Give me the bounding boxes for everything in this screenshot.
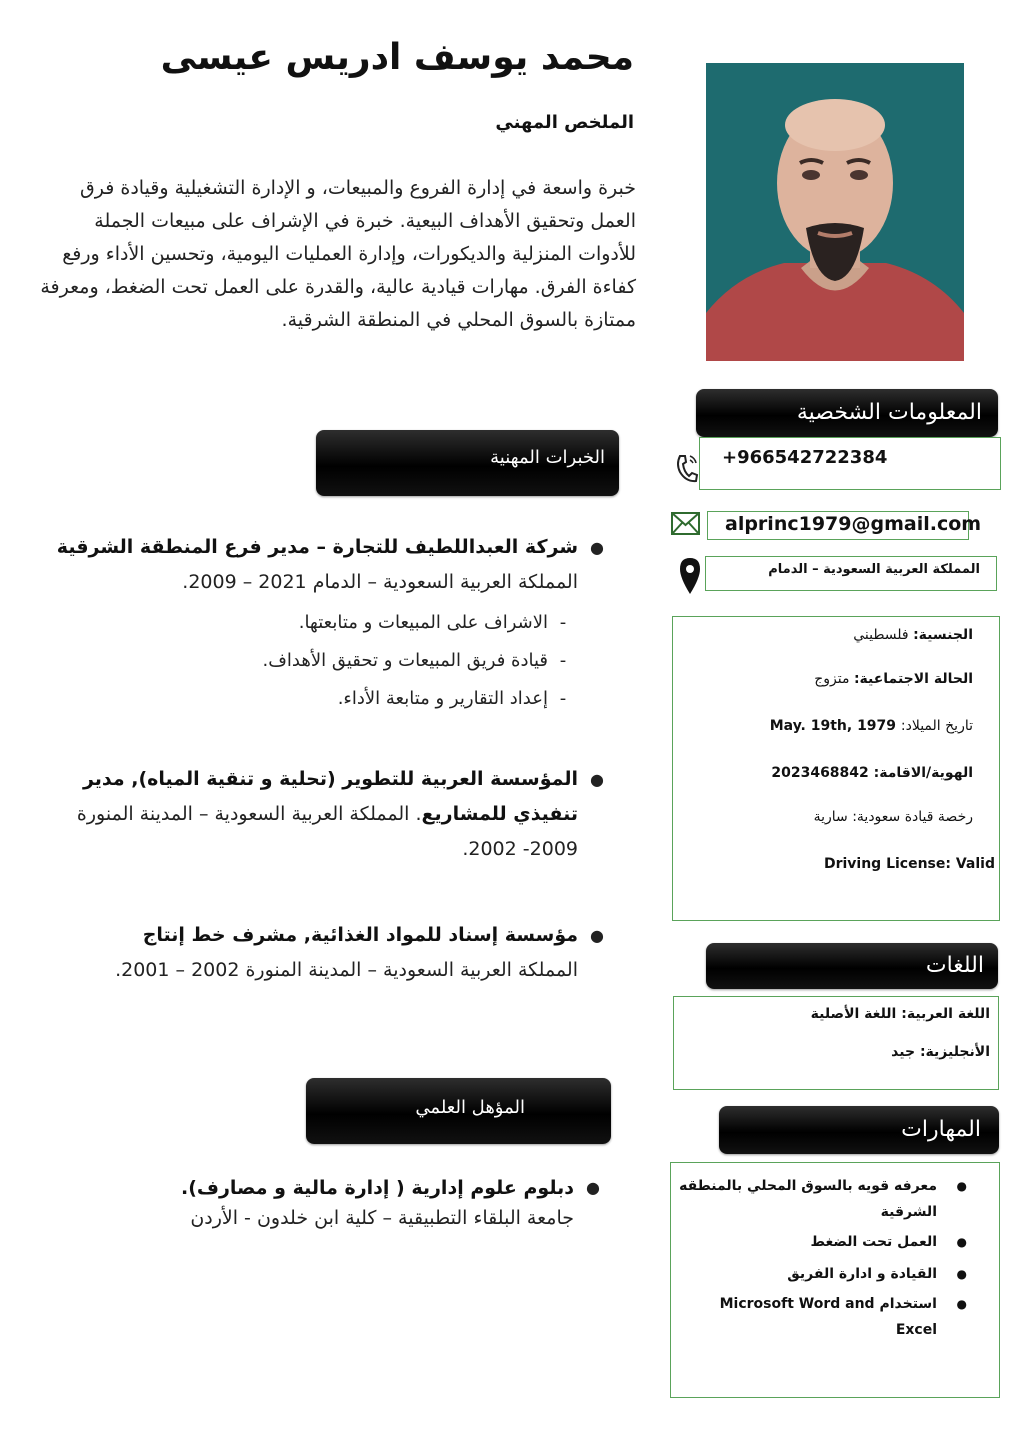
profile-photo [706, 63, 964, 361]
phone-icon [674, 452, 700, 490]
education-header: المؤهل العلمي [306, 1078, 611, 1144]
job-title: شركة العبداللطيف للتجارة – مدير فرع المنطقة الشرقية [56, 536, 578, 558]
personal-info-header: المعلومات الشخصية [696, 389, 998, 437]
job-entry [18, 918, 604, 988]
job-title: المؤسسة العربية للتطوير (تحلية و تنقية المياه), مدير تنفيذي للمشاريع [82, 768, 578, 825]
language-item: الأنجليزية: جيد [891, 1044, 990, 1060]
email-icon [670, 510, 702, 542]
languages-box [673, 996, 999, 1090]
bullet-icon: ● [590, 770, 604, 789]
education-entry [54, 1173, 600, 1233]
bullet-icon: ● [586, 1178, 600, 1197]
bullet-icon: ● [956, 1267, 967, 1281]
job-details: . المملكة العربية السعودية – المدينة المنورة 2009- 2002. [76, 803, 578, 860]
candidate-name: محمد يوسف ادريس عيسى [160, 37, 634, 78]
job-task: -إعداد التقارير و متابعة الأداء. [337, 688, 567, 709]
saudi-license-line: رخصة قيادة سعودية: سارية [813, 809, 973, 825]
nationality-line: الجنسية: فلسطيني [853, 627, 973, 643]
bullet-icon: ● [590, 926, 604, 945]
summary-text: خبرة واسعة في إدارة الفروع والمبيعات، و الإدارة التشغيلية وقيادة فرق العمل وتحقيق الأهداف البيعية. خبرة في الإشراف على مبيعات الجملة للأدوات المنزلية والديكورات، وإدارة العمليات اليومية، وتحسين الأداء ورفع كفاءة الفرق. مهارات قيادية عالية، والقدرة على العمل تحت الضغط، ومعرفة ممتازة بالسوق المحلي في المنطقة الشرقية. [40, 177, 636, 331]
experience-header: الخبرات المهنية [316, 430, 619, 496]
bullet-icon: ● [956, 1297, 967, 1311]
skill-item: ● العمل تحت الضغط [672, 1229, 937, 1255]
driving-license-line: Driving License: Valid [823, 856, 995, 872]
job-task: -الاشراف على المبيعات و متابعتها. [298, 612, 567, 633]
summary-title: الملخص المهني [495, 112, 634, 133]
bullet-icon: ● [590, 538, 604, 557]
location-text: المملكة العربية السعودية – الدمام [768, 562, 980, 577]
bullet-icon: ● [956, 1179, 967, 1193]
personal-info-box [672, 616, 1000, 921]
marital-status-line: الحالة الاجتماعية: متزوج [814, 671, 973, 687]
bullet-icon: ● [956, 1235, 967, 1249]
job-details: المملكة العربية السعودية – الدمام 2021 – 2009. [182, 571, 578, 593]
job-details: المملكة العربية السعودية – المدينة المنورة 2002 – 2001. [115, 959, 578, 981]
birth-date-line: تاريخ الميلاد: May. 19th, 1979 [769, 718, 973, 734]
email-address[interactable]: alprinc1979@gmail.com [725, 513, 982, 535]
languages-header: اللغات [706, 943, 998, 989]
job-entry [68, 762, 604, 867]
job-entry [18, 530, 604, 600]
skills-box [670, 1162, 1000, 1398]
location-pin-icon [678, 556, 702, 600]
skill-item: ● معرفه قويه بالسوق المحلي بالمنطقه الشرقية [672, 1173, 937, 1225]
language-item: اللغة العربية: اللغة الأصلية [810, 1006, 990, 1022]
degree-title: دبلوم علوم إدارية ( إدارة مالية و مصارف). [181, 1177, 574, 1199]
job-title: مؤسسة إسناد للمواد الغذائية, مشرف خط إنتاج [142, 924, 578, 946]
phone-number[interactable]: +966542722384 [722, 447, 888, 468]
skills-header: المهارات [719, 1106, 999, 1154]
institution: جامعة البلقاء التطبيقية – كلية ابن خلدون - الأردن [190, 1207, 574, 1229]
job-task: -قيادة فريق المبيعات و تحقيق الأهداف. [262, 650, 567, 671]
skill-item: ● استخدام Microsoft Word and Excel [687, 1291, 937, 1343]
id-number-line: الهوية/الاقامة: 2023468842 [771, 765, 973, 781]
skill-item: ● القيادة و ادارة الفريق [672, 1261, 937, 1287]
